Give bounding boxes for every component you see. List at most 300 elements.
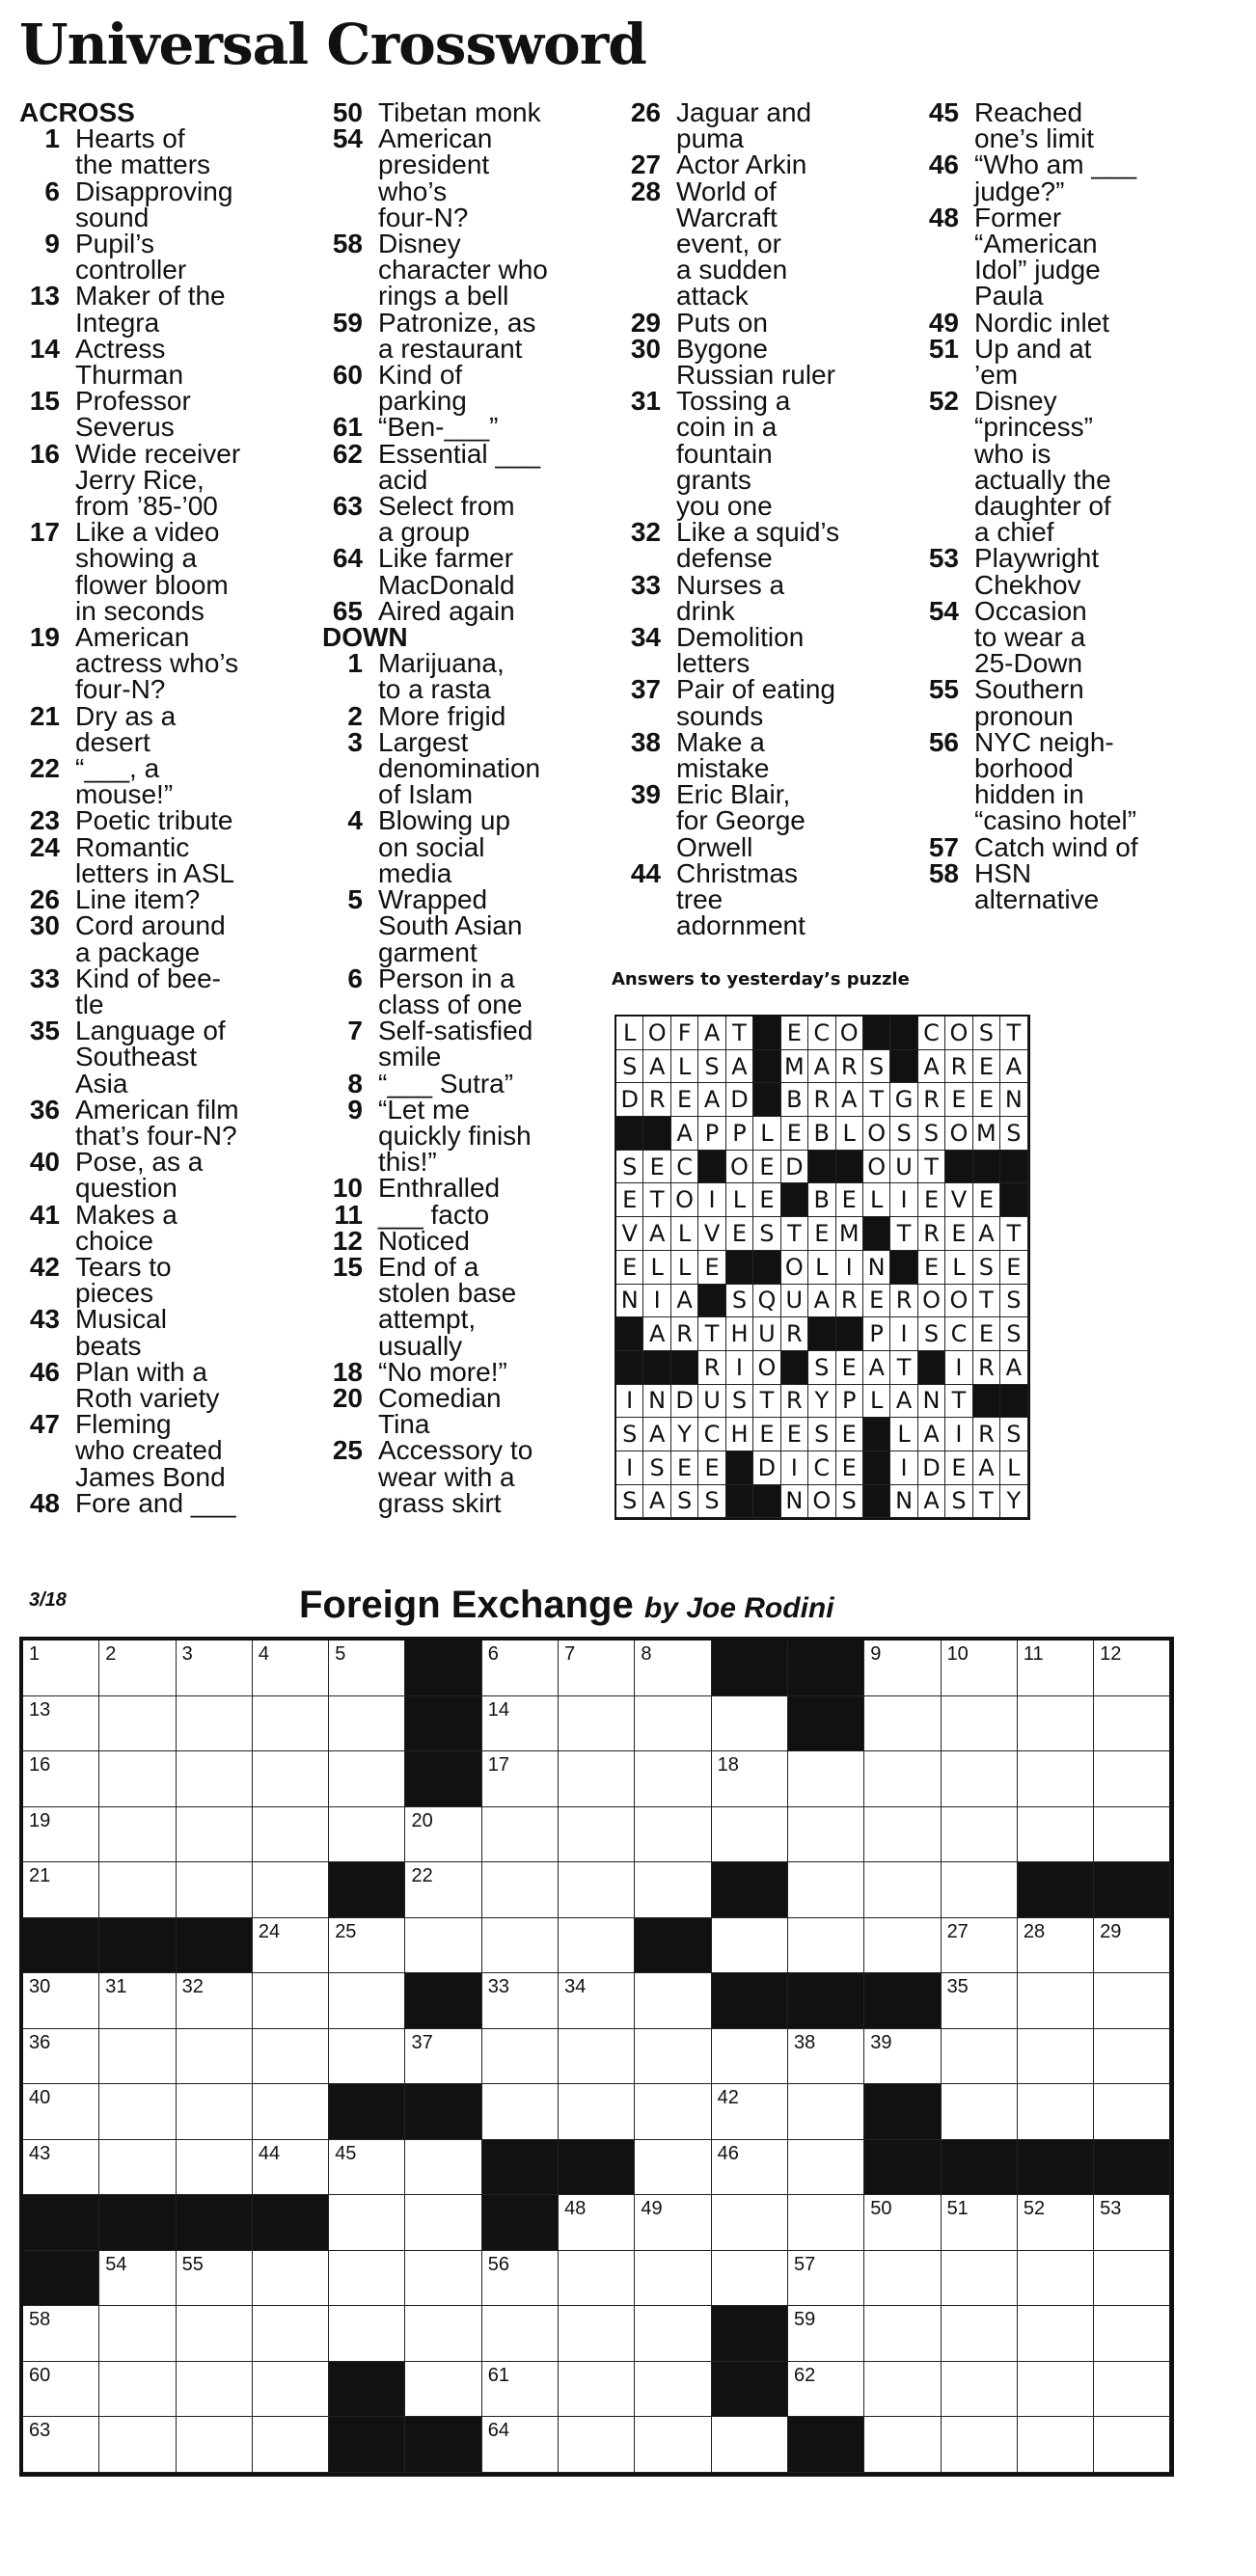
grid-cell[interactable] [329,1696,405,1752]
clue-number: 58 [928,857,959,888]
grid-cell[interactable] [712,1751,788,1807]
grid-cell[interactable] [1094,2084,1170,2140]
clue-text-line: Select from [378,491,515,522]
answer-cell: N [863,1251,890,1285]
answer-cell: R [836,1285,863,1318]
grid-cell[interactable] [329,2029,405,2085]
answer-cell: G [890,1083,917,1117]
grid-cell[interactable] [253,2029,329,2085]
grid-cell[interactable] [405,2306,481,2362]
grid-cell[interactable] [253,1918,329,1974]
grid-cell[interactable] [23,1973,99,2029]
grid-cell[interactable] [635,1696,711,1752]
clue-number: 26 [630,97,661,127]
cell-number: 45 [335,2142,357,2164]
clue-number: 6 [347,963,363,993]
grid-cell[interactable] [1018,2306,1094,2362]
grid-cell[interactable] [253,2251,329,2307]
grid-cell[interactable] [559,1807,635,1863]
answer-cell: R [781,1317,808,1351]
grid-cell[interactable] [23,2306,99,2362]
grid-cell[interactable] [1094,1696,1170,1752]
grid-cell[interactable] [942,2195,1018,2251]
answer-cell: L [671,1050,698,1084]
grid-cell[interactable] [99,2029,176,2085]
grid-cell[interactable] [23,2140,99,2196]
grid-cell[interactable] [864,2362,941,2418]
answer-cell: C [945,1317,972,1351]
grid-cell[interactable] [253,1807,329,1863]
grid-cell[interactable] [559,2084,635,2140]
grid-cell[interactable] [482,2417,559,2473]
cell-number: 59 [793,2309,816,2330]
grid-cell[interactable] [99,2251,176,2307]
clue-text-line: Nordic inlet [974,307,1110,338]
grid-cell[interactable] [329,1751,405,1807]
grid-cell[interactable] [99,2140,176,2196]
answer-cell: S [973,1251,1000,1285]
grid-cell[interactable] [405,2251,481,2307]
answer-cell: R [918,1083,945,1117]
grid-cell[interactable] [788,1807,864,1863]
grid-cell[interactable] [482,1807,559,1863]
grid-cell[interactable] [635,2417,711,2473]
grid-cell[interactable] [253,2362,329,2418]
grid-cell[interactable] [635,1862,711,1918]
grid-cell[interactable] [253,2140,329,2196]
grid-cell[interactable] [635,1973,711,2029]
grid-cell[interactable] [405,2140,481,2196]
clue-text-line: Tina [378,1409,430,1440]
grid-cell[interactable] [1018,2362,1094,2418]
clue-text-line: Hearts of [75,123,185,154]
grid-cell[interactable] [635,2251,711,2307]
grid-cell[interactable] [482,2029,559,2085]
clue-text-line: Noticed [378,1225,470,1256]
grid-cell[interactable] [253,1696,329,1752]
grid-cell[interactable] [23,2029,99,2085]
grid-cell[interactable] [405,1807,481,1863]
grid-cell[interactable] [1018,2417,1094,2473]
grid-cell[interactable] [1018,1751,1094,1807]
answer-cell: A [643,1217,670,1251]
clue-number: 60 [332,360,363,391]
answer-cell: L [863,1183,890,1217]
answer-cell: A [726,1050,753,1084]
cell-number: 60 [29,2364,51,2386]
clue-text-line: question [75,1173,177,1204]
clue-number: 44 [630,857,661,888]
grid-cell[interactable] [99,1807,176,1863]
grid-cell[interactable] [99,1973,176,2029]
clue-text-line: 25-Down [974,648,1083,679]
grid-cell[interactable] [177,2251,253,2307]
grid-cell[interactable] [177,1641,253,1696]
grid-cell[interactable] [864,2195,941,2251]
grid-cell[interactable] [482,1696,559,1752]
clue-number: 45 [928,97,959,127]
grid-cell[interactable] [559,2306,635,2362]
grid-cell[interactable] [712,2417,788,2473]
grid-cell[interactable] [23,1807,99,1863]
cell-number: 64 [487,2420,510,2441]
grid-cell[interactable] [329,2140,405,2196]
grid-cell[interactable] [482,2362,559,2418]
clue-item [918,543,1208,600]
grid-cell[interactable] [99,1862,176,1918]
grid-cell[interactable] [405,2362,481,2418]
clue-text-line: Bygone [676,333,768,364]
grid-cell[interactable] [942,1973,1018,2029]
answer-black-cell [726,1251,753,1285]
clue-number: 28 [630,176,661,206]
clue-text-line: Fleming [75,1409,172,1440]
clue-item [918,726,1208,836]
grid-cell[interactable] [177,2140,253,2196]
grid-cell[interactable] [864,1751,941,1807]
grid-cell[interactable] [177,2306,253,2362]
grid-cell[interactable] [177,1807,253,1863]
clue-text-line: four-N? [75,674,166,705]
answer-cell: S [808,1351,835,1385]
grid-cell[interactable] [864,1641,941,1696]
answer-cell: E [918,1251,945,1285]
clue-item [620,97,910,154]
grid-cell[interactable] [788,2251,864,2307]
grid-cell[interactable] [788,2195,864,2251]
grid-cell[interactable] [712,1918,788,1974]
grid-cell[interactable] [99,2306,176,2362]
grid-cell[interactable] [177,1751,253,1807]
grid-cell[interactable] [712,2084,788,2140]
answer-cell: I [945,1351,972,1385]
grid-cell[interactable] [1094,2251,1170,2307]
grid-cell[interactable] [482,1973,559,2029]
clue-number: 23 [29,805,60,836]
grid-cell[interactable] [177,2084,253,2140]
grid-cell[interactable] [253,2306,329,2362]
grid-cell[interactable] [712,2029,788,2085]
grid-cell[interactable] [788,2306,864,2362]
grid-cell[interactable] [1094,2195,1170,2251]
grid-cell[interactable] [635,1807,711,1863]
grid-cell[interactable] [864,1918,941,1974]
grid-cell[interactable] [1018,1918,1094,1974]
grid-cell[interactable] [329,2306,405,2362]
grid-cell[interactable] [635,2084,711,2140]
grid-cell[interactable] [864,1696,941,1752]
grid-cell[interactable] [788,2029,864,2085]
grid-cell[interactable] [635,2306,711,2362]
grid-cell[interactable] [559,1862,635,1918]
grid-cell[interactable] [864,2306,941,2362]
grid-cell[interactable] [942,1751,1018,1807]
grid-cell[interactable] [482,2306,559,2362]
grid-cell[interactable] [405,2029,481,2085]
answer-black-cell [1000,1151,1027,1184]
grid-cell[interactable] [329,1807,405,1863]
black-square [864,2084,941,2140]
grid-cell[interactable] [253,1751,329,1807]
grid-cell[interactable] [99,1696,176,1752]
grid-cell[interactable] [23,2084,99,2140]
answer-cell: T [973,1285,1000,1318]
grid-cell[interactable] [1018,2195,1094,2251]
answer-cell: A [643,1050,670,1084]
answer-black-cell [890,1251,917,1285]
grid-cell[interactable] [253,1862,329,1918]
clue-text-line: from ’85-’00 [75,491,218,522]
grid-cell[interactable] [635,1751,711,1807]
answer-cell: R [698,1351,725,1385]
clue-text-line: of Islam [378,779,474,810]
clue-text-line: Nurses a [676,569,785,600]
grid-cell[interactable] [99,2362,176,2418]
grid-cell[interactable] [942,1807,1018,1863]
grid-cell[interactable] [559,1918,635,1974]
grid-cell[interactable] [177,2029,253,2085]
grid-cell[interactable] [1094,1807,1170,1863]
grid-cell[interactable] [482,1918,559,1974]
grid-cell[interactable] [559,1641,635,1696]
grid-cell[interactable] [99,2084,176,2140]
grid-cell[interactable] [942,1862,1018,1918]
answer-cell: E [808,1217,835,1251]
clue-number: 46 [928,149,959,180]
clue-text-line: Eric Blair, [676,779,791,810]
grid-cell[interactable] [405,2195,481,2251]
grid-cell[interactable] [942,2029,1018,2085]
answer-cell: E [836,1451,863,1485]
clue-item [19,438,309,522]
answer-cell: S [1000,1117,1027,1151]
answer-cell: R [973,1418,1000,1451]
grid-cell[interactable] [177,1862,253,1918]
clue-item [322,1199,612,1230]
grid-cell[interactable] [329,2251,405,2307]
grid-cell[interactable] [788,2362,864,2418]
clue-text-line: Playwright [974,543,1100,574]
grid-cell[interactable] [99,1751,176,1807]
grid-cell[interactable] [1018,2084,1094,2140]
clue-text-line: Cord around [75,910,226,941]
clue-number: 41 [29,1199,60,1230]
answer-cell: T [973,1485,1000,1519]
clue-number: 31 [630,386,661,417]
grid-cell[interactable] [864,2417,941,2473]
grid-cell[interactable] [635,2140,711,2196]
grid-cell[interactable] [712,2140,788,2196]
grid-cell[interactable] [405,1918,481,1974]
clue-number: 40 [29,1147,60,1178]
grid-cell[interactable] [1094,2306,1170,2362]
clue-number: 64 [332,543,363,574]
grid-cell[interactable] [788,1751,864,1807]
clue-number: 62 [332,438,363,469]
grid-cell[interactable] [1018,1641,1094,1696]
answer-cell: N [1000,1083,1027,1117]
grid-cell[interactable] [942,2362,1018,2418]
grid-cell[interactable] [864,1862,941,1918]
cell-number: 50 [870,2198,892,2219]
answer-cell: R [836,1050,863,1084]
answer-black-cell [671,1351,698,1385]
grid-cell[interactable] [1094,1751,1170,1807]
answer-cell: L [863,1385,890,1419]
grid-cell[interactable] [1018,1696,1094,1752]
black-square [712,2362,788,2418]
grid-cell[interactable] [559,1751,635,1807]
grid-cell[interactable] [329,1918,405,1974]
grid-cell[interactable] [99,2417,176,2473]
answer-black-cell [616,1317,643,1351]
grid-cell[interactable] [712,2195,788,2251]
grid-cell[interactable] [559,2251,635,2307]
grid-cell[interactable] [788,1862,864,1918]
answer-cell: S [973,1017,1000,1050]
clue-text-line: Roth variety [75,1382,220,1413]
clue-text-line: actress who’s [75,648,239,679]
clue-text-line: Line item? [75,884,201,915]
grid-cell[interactable] [1018,2251,1094,2307]
grid-cell[interactable] [253,2417,329,2473]
grid-cell[interactable] [712,1696,788,1752]
grid-cell[interactable] [253,1973,329,2029]
grid-cell[interactable] [482,1862,559,1918]
grid-cell[interactable] [253,2084,329,2140]
clue-text-line: Poetic tribute [75,805,233,836]
grid-cell[interactable] [177,2362,253,2418]
answer-cell: I [836,1251,863,1285]
grid-cell[interactable] [635,1641,711,1696]
cell-number: 29 [1100,1920,1122,1942]
grid-cell[interactable] [329,2195,405,2251]
grid-cell[interactable] [942,1696,1018,1752]
clue-item [322,1437,612,1516]
clue-text-line: Kind of [378,360,463,391]
grid-cell[interactable] [788,2084,864,2140]
answer-cell: N [890,1485,917,1519]
cell-number: 55 [181,2253,204,2275]
grid-cell[interactable] [329,1973,405,2029]
clue-number: 48 [29,1487,60,1518]
grid-cell[interactable] [864,2251,941,2307]
answer-cell: E [671,1451,698,1485]
grid-cell[interactable] [253,1641,329,1696]
grid-cell[interactable] [1094,2362,1170,2418]
grid-cell[interactable] [482,2251,559,2307]
answer-cell: N [918,1385,945,1419]
grid-cell[interactable] [405,1862,481,1918]
grid-cell[interactable] [23,1641,99,1696]
grid-cell[interactable] [635,2195,711,2251]
grid-cell[interactable] [23,1862,99,1918]
grid-cell[interactable] [1094,2417,1170,2473]
grid-cell[interactable] [1094,1918,1170,1974]
grid-cell[interactable] [559,2195,635,2251]
answer-cell: I [890,1451,917,1485]
grid-cell[interactable] [864,1807,941,1863]
clue-text-line: Tossing a [676,386,791,417]
clue-text-line: Plan with a [75,1356,207,1387]
clue-text-line: to a rasta [378,674,491,705]
grid-cell[interactable] [177,1696,253,1752]
grid-cell[interactable] [712,2251,788,2307]
grid-cell[interactable] [1018,1807,1094,1863]
grid-cell[interactable] [1094,2029,1170,2085]
clue-number: 9 [347,1094,363,1125]
grid-cell[interactable] [942,2251,1018,2307]
grid-cell[interactable] [712,1807,788,1863]
grid-cell[interactable] [177,1973,253,2029]
clue-text-line: tree [676,884,724,915]
clue-item [322,543,612,600]
grid-cell[interactable] [482,2084,559,2140]
grid-cell[interactable] [788,2140,864,2196]
grid-cell[interactable] [942,2084,1018,2140]
clue-item [19,1017,309,1097]
grid-cell[interactable] [1094,1973,1170,2029]
grid-cell[interactable] [864,2029,941,2085]
clue-number: 7 [347,1016,363,1046]
answer-cell: A [973,1451,1000,1485]
grid-cell[interactable] [942,1918,1018,1974]
clue-text-line: letters in ASL [75,857,234,888]
grid-cell[interactable] [559,2029,635,2085]
grid-cell[interactable] [23,2417,99,2473]
clue-item [620,149,910,180]
grid-cell[interactable] [559,1973,635,2029]
cell-number: 30 [29,1976,51,1997]
clue-item [322,1356,612,1387]
clue-text-line: “___ Sutra” [378,1068,514,1098]
clue-number: 37 [630,674,661,705]
grid-cell[interactable] [23,1751,99,1807]
answer-black-cell [863,1217,890,1251]
grid-cell[interactable] [942,2306,1018,2362]
grid-cell[interactable] [482,1751,559,1807]
grid-cell[interactable] [177,2417,253,2473]
answer-cell: S [616,1485,643,1519]
grid-cell[interactable] [1094,1641,1170,1696]
grid-cell[interactable] [635,2029,711,2085]
grid-cell[interactable] [99,1641,176,1696]
grid-cell[interactable] [942,1641,1018,1696]
answer-cell: U [753,1317,780,1351]
grid-cell[interactable] [635,2362,711,2418]
grid-cell[interactable] [559,2362,635,2418]
grid-cell[interactable] [23,1696,99,1752]
black-square [329,2084,405,2140]
grid-cell[interactable] [329,1641,405,1696]
answer-cell: O [781,1251,808,1285]
answer-cell: E [945,1451,972,1485]
grid-cell[interactable] [23,2362,99,2418]
grid-cell[interactable] [788,1918,864,1974]
grid-cell[interactable] [942,2417,1018,2473]
clue-number: 59 [332,307,363,338]
clue-number: 18 [332,1356,363,1387]
clue-item [620,857,910,941]
answer-cell: O [863,1151,890,1184]
grid-cell[interactable] [1018,2029,1094,2085]
answer-cell: A [836,1083,863,1117]
grid-cell[interactable] [1018,1973,1094,2029]
grid-cell[interactable] [482,1641,559,1696]
grid-cell[interactable] [559,2417,635,2473]
grid-cell[interactable] [559,1696,635,1752]
clue-text-line: Up and at [974,333,1092,364]
